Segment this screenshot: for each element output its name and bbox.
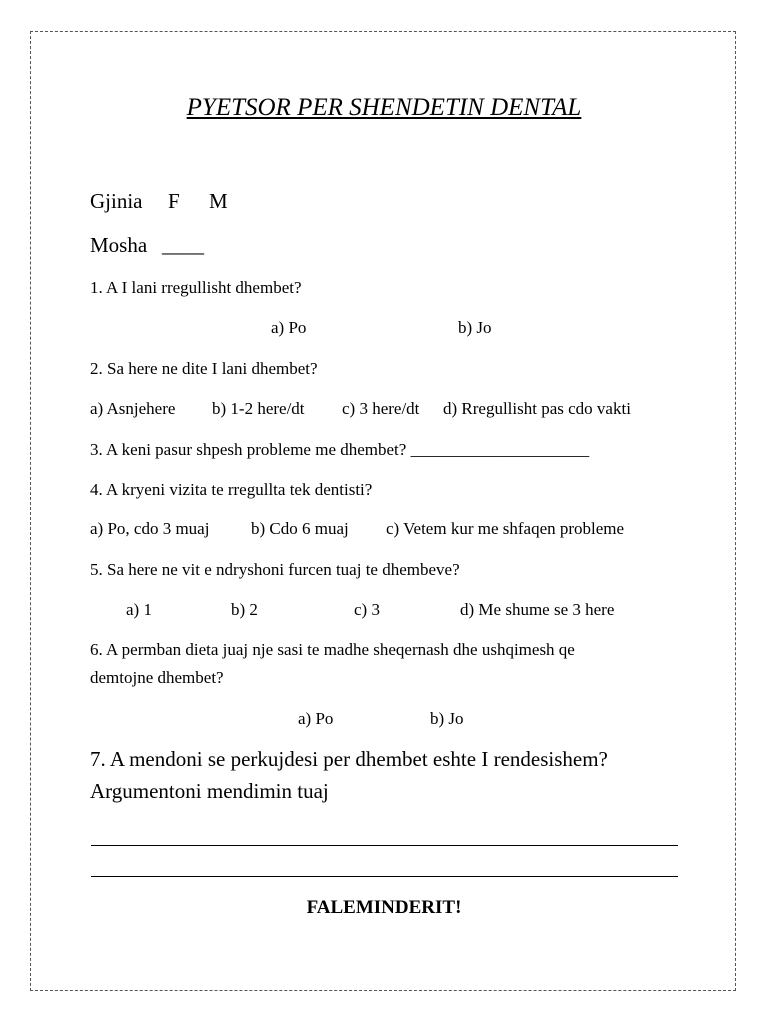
question-3: 3. A keni pasur shpesh probleme me dhembet? _____________________ — [90, 440, 590, 459]
q5-option-c[interactable]: c) 3 — [354, 600, 380, 619]
closing-thanks: FALEMINDERIT! — [306, 897, 462, 918]
q5-option-a[interactable]: a) 1 — [126, 600, 152, 619]
page-border — [30, 31, 736, 991]
answer-line-2[interactable] — [91, 876, 678, 877]
question-4: 4. A kryeni vizita te rregullta tek dentisti? — [90, 480, 373, 499]
question-6-line-1: 6. A permban dieta juaj nje sasi te madhe sheqernash dhe ushqimesh qe — [90, 640, 575, 659]
q2-option-d[interactable]: d) Rregullisht pas cdo vakti — [443, 399, 631, 418]
question-2: 2. Sa here ne dite I lani dhembet? — [90, 359, 318, 378]
question-1: 1. A I lani rregullisht dhembet? — [90, 278, 302, 297]
q1-option-a[interactable]: a) Po — [271, 318, 307, 337]
q1-option-b[interactable]: b) Jo — [458, 318, 492, 337]
q4-option-c[interactable]: c) Vetem kur me shfaqen probleme — [386, 519, 625, 538]
page-title: PYETSOR PER SHENDETIN DENTAL — [186, 94, 582, 121]
age-label: Mosha — [90, 233, 148, 257]
q4-option-a[interactable]: a) Po, cdo 3 muaj — [90, 519, 210, 538]
q4-option-b[interactable]: b) Cdo 6 muaj — [251, 519, 349, 538]
q5-option-d[interactable]: d) Me shume se 3 here — [460, 600, 615, 619]
q6-option-a[interactable]: a) Po — [298, 709, 334, 728]
q6-option-b[interactable]: b) Jo — [430, 709, 464, 728]
q2-option-a[interactable]: a) Asnjehere — [90, 399, 176, 418]
question-5: 5. Sa here ne vit e ndryshoni furcen tuaj te dhembeve? — [90, 560, 460, 579]
question-7-line-1: 7. A mendoni se perkujdesi per dhembet eshte I rendesishem? — [90, 747, 608, 771]
age-blank[interactable]: ____ — [162, 233, 204, 257]
q2-option-b[interactable]: b) 1-2 here/dt — [212, 399, 305, 418]
question-7-line-2: Argumentoni mendimin tuaj — [90, 779, 329, 803]
question-6-line-2: demtojne dhembet? — [90, 668, 224, 687]
answer-line-1[interactable] — [91, 845, 678, 846]
gender-option-m[interactable]: M — [209, 189, 228, 213]
gender-option-f[interactable]: F — [168, 189, 180, 213]
gender-label: Gjinia — [90, 189, 143, 213]
q5-option-b[interactable]: b) 2 — [231, 600, 258, 619]
q2-option-c[interactable]: c) 3 here/dt — [342, 399, 420, 418]
